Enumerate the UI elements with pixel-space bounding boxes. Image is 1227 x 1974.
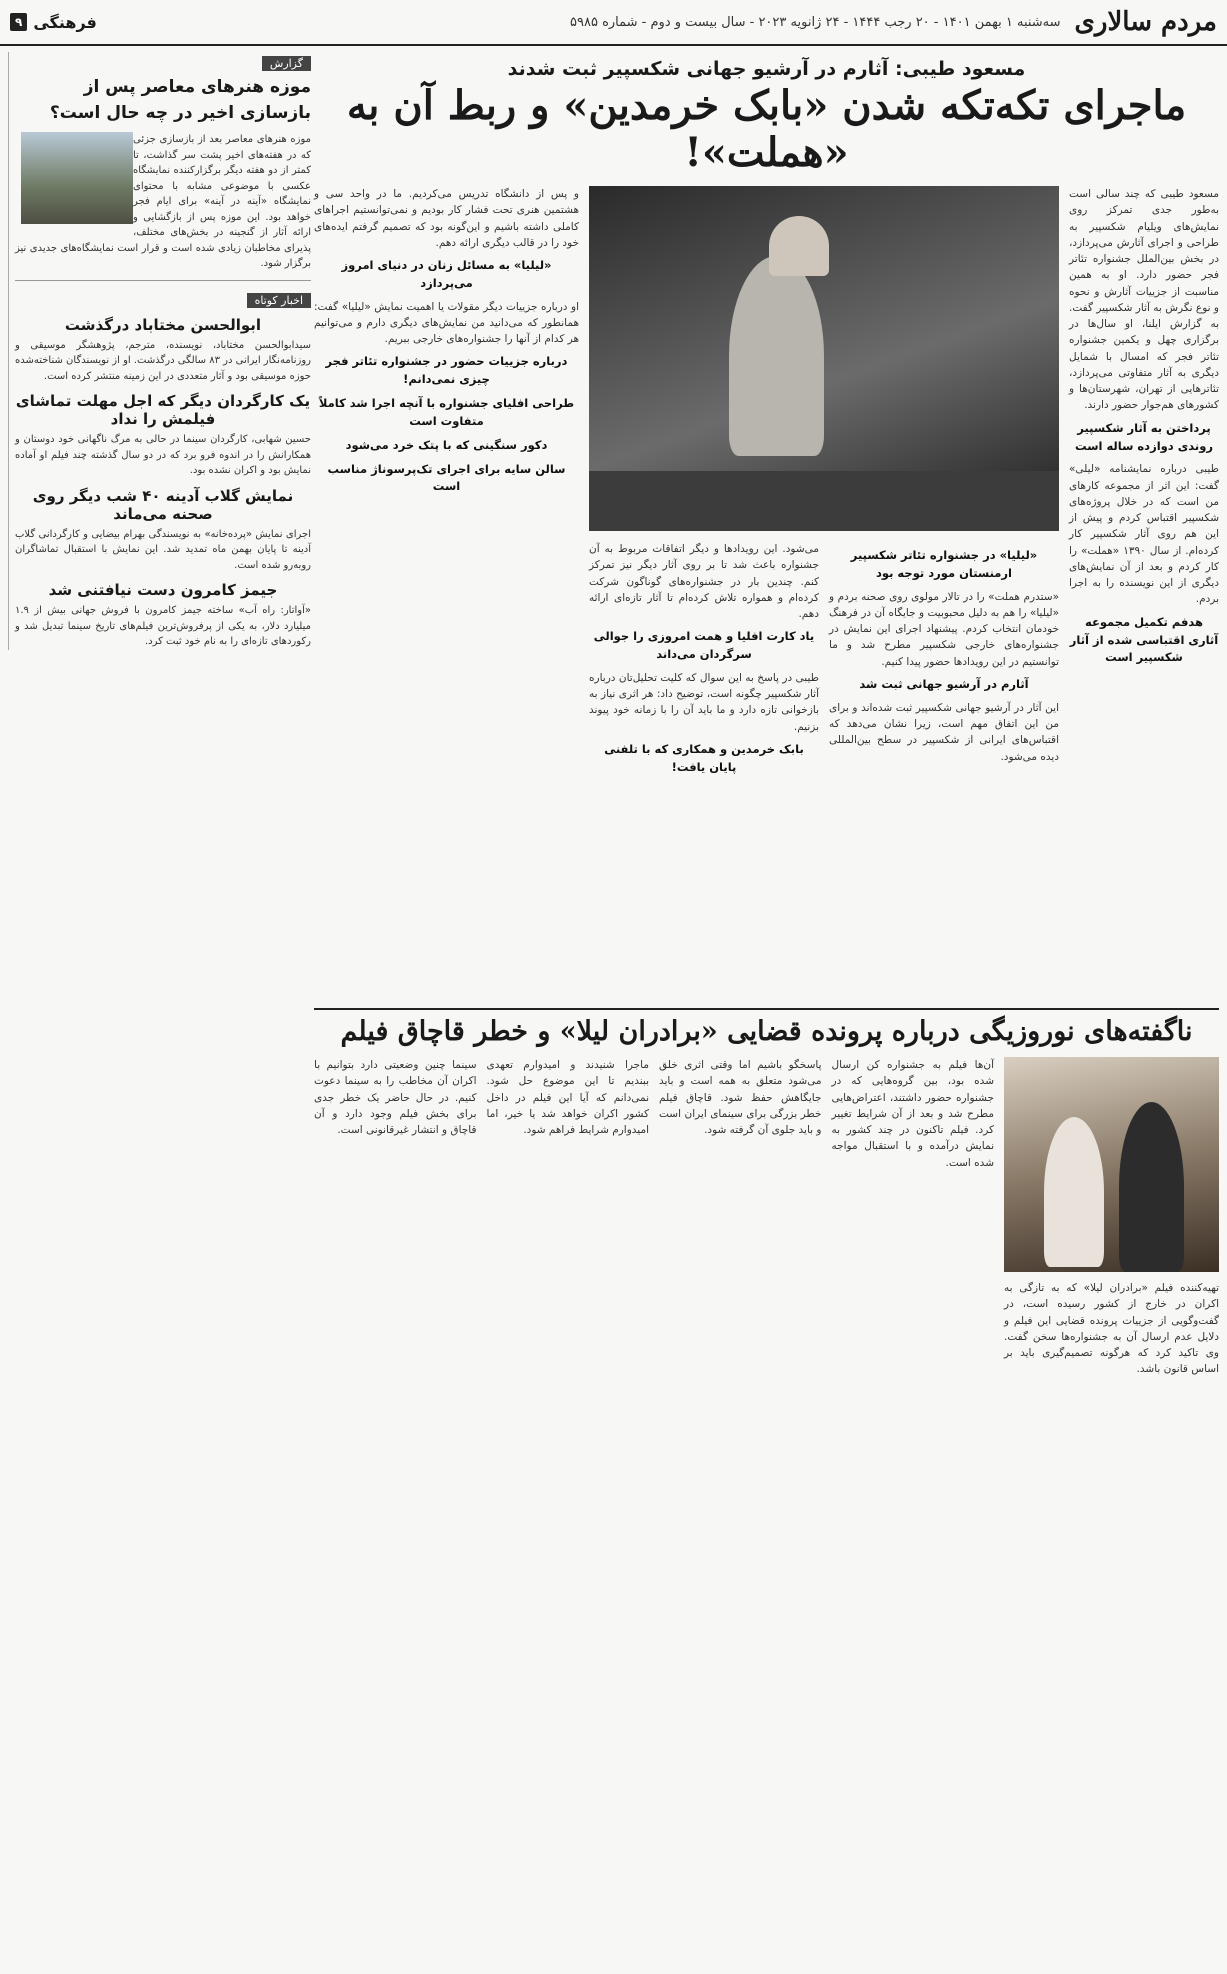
second-text-4: ماجرا شنیدند و امیدوارم تعهدی ببندیم تا این موضوع حل شود. نمی‌دانم که آیا این فیلم در داخل کشور اکران خواهد شد یا خیر، اما امیدوارم شرایط فراهم شود.: [486, 1059, 649, 1137]
second-text-2: آن‌ها فیلم به جشنواره کن ارسال شده بود، بین گروه‌هایی که در جشنواره حضور داشتند، اعتراض‌هایی مطرح شد و بعد از آن شرایط تغییر کرد. فیلم تاکنون در چند کشور به نمایش درآمده و با استقبال مواجه شده است.: [831, 1059, 994, 1169]
report-text: موزه هنرهای معاصر بعد از بازسازی جزئی که در هفته‌های اخیر پشت سر گذاشت، تا کمتر از دو هفته دیگر برگزارکننده نمایشگاه عکسی با موضوعی مشابه با محتوای نمایشگاه «آینه در آینه» برای ایام فجر خواهد بود. این موزه پس از بازگشایی و ارائه آثار از گنجینه در بخش‌های مختلف، پذیرای مخاطبان زیادی شده است و قرار است نمایشگاه‌های جدیدی نیز برگزار شود.: [15, 134, 311, 269]
news-text-1: سیدابوالحسن مختاباد، نویسنده، مترجم، پژوهشگر موسیقی و روزنامه‌نگار ایرانی در ۸۳ سالگی درگذشت. او از نویسندگان شناخته‌شده حوزه موسیقی بود و آثار متعددی در این زمینه منتشر کرده است.: [15, 339, 311, 382]
lead-column-2: [829, 541, 1059, 998]
lead-text-1: مسعود طیبی که چند سالی است به‌طور جدی تمرکز روی نمایش‌های ویلیام شکسپیر به طراحی و اجرای آثارش می‌پردازد، در بخش بین‌الملل جشنواره تئاتر فجر حضور دارد. او به همین مناسبت از جزییات آثارش و نحوه و نوع نگرش به آثار شکسپیر گفت. به گزارش ایلنا، او سال‌ها در برگزاری چهل و یکمین جشنواره تئاتر فجر که امسال با شمایل دیگری به آثار متفاوتی می‌پردازد، تئاترهایی از تهران، شهرستان‌ها و کشورهای هم‌جوار حضور دارند.: [1069, 188, 1219, 412]
museum-photo: [21, 132, 133, 224]
issue-date-line: سه‌شنبه ۱ بهمن ۱۴۰۱ - ۲۰ رجب ۱۴۴۴ - ۲۴ ژانویه ۲۰۲۳ - سال بیست و دوم - شماره ۵۹۸۵: [570, 14, 1061, 30]
lead-subhead-2b: آثارم در آرشیو جهانی ثبت شد: [859, 676, 1029, 691]
masthead: [0, 0, 1227, 46]
news-text-3: اجرای نمایش «پرده‌خانه» به نویسندگی بهرام بیضایی و کارگردانی گلاب آدینه تا پایان بهمن ماه تمدید شد. این نمایش با استقبال تماشاگران روبه‌رو شده است.: [15, 528, 311, 571]
second-right: [1004, 1057, 1219, 1907]
lead-column-4: [314, 186, 579, 998]
lead-subhead-4e: سالن سایه برای اجرای تک‌پرسوناژ مناسب است: [327, 461, 566, 494]
lead-subhead-4: «لیلیا» به مسائل زنان در دنیای امروز می‌پردازد: [341, 258, 552, 290]
news-title-3: نمایش گلاب آدینه ۴۰ شب دیگر روی صحنه می‌ماند: [32, 486, 294, 523]
lead-center-columns: [589, 541, 1059, 998]
news-title-2: یک کارگردان دیگر که اجل مهلت تماشای فیلمش را نداد: [15, 392, 311, 428]
news-label: اخبار کوتاه: [247, 293, 311, 308]
second-text-1: تهیه‌کننده فیلم «برادران لیلا» که به تازگی به اکران در خارج از کشور رسیده است، در گفت‌وگویی از جزییات پرونده قضایی این فیلم و دلایل عدم ارسال آن به جشنواره‌ها سخن گفت. وی تاکید کرد که هرگونه تصمیم‌گیری باید بر اساس قانون باشد.: [1004, 1282, 1219, 1376]
second-headline: ناگفته‌های نوروزیگی درباره پرونده قضایی «برادران لیلا» و خطر قاچاق فیلم: [340, 1016, 1193, 1047]
lead-text-2: «ستدرم هملت» را در تالار مولوی روی صحنه بردم و «لیلیا» را هم به دلیل محبوبیت و جایگاه آن در فرهنگ خودمان انتخاب کردم. پیشنهاد اجرای این نمایش در جشنواره‌های خارجی شکسپیر مطرح شد و ما توانستیم در این رویدادها حضور پیدا کنیم.: [829, 590, 1059, 668]
page-number: ۹: [10, 13, 27, 31]
news-text-2: حسین شهابی، کارگردان سینما در حالی به مرگ ناگهانی خود دوستان و همکارانش را در اندوه فرو برد که در دو سال گذشته چند فیلم او آماده نمایش بود و اکران نشده بود.: [15, 434, 311, 476]
lead-photo: [589, 186, 1059, 531]
second-text-3: پاسخگو باشیم اما وقتی اثری خلق می‌شود متعلق به همه است و باید جایگاهش حفظ شود. قاچاق فیلم خطر بزرگی برای سینمای ایران است و باید جلوی آن گرفته شود.: [659, 1059, 822, 1137]
lead-subhead-1b: هدفم تکمیل مجموعه آثاری اقتباسی شده از آثار شکسپیر است: [1069, 614, 1219, 665]
lead-center: [589, 186, 1059, 998]
lead-text-4: و پس از دانشگاه تدریس می‌کردیم. ما در واحد سی و هشتمین هنری تحت فشار کار بودیم و نمی‌توانستیم اجراهای کاملی داشته باشیم و این‌گونه بود که تصمیم گرفتم ایده‌های خود را در قالب دیگری ارائه دهم.: [314, 188, 579, 249]
lead-column-3: [589, 541, 819, 998]
lead-subhead-3: یاد کارت افلیا و همت امروزی را جوالی سرگردان می‌داند: [593, 629, 815, 662]
main-area: [314, 52, 1219, 1907]
lead-text-3: می‌شود. این رویدادها و دیگر اتفاقات مربوط به آن جشنواره باعث شد تا بر روی آثار دیگر نیز تمرکز کنم. چندین بار در جشنواره‌های گوناگون شرکت کرده‌ام و همواره تلاش کرده‌ام تا آثار تازه‌ای ارائه دهم.: [589, 543, 819, 621]
lead-subhead-1: پرداختن به آثار شکسپیر روندی دوازده ساله است: [1075, 420, 1213, 453]
report-label: گزارش: [262, 56, 311, 71]
lead-text-4b: او درباره جزییات دیگر مقولات یا اهمیت نمایش «لیلیا» گفت: همانطور که می‌دانید من نمایش‌های دیگری دارم و می‌توانیم هر کدام از آنها را جشنواره‌های خارجی ببریم.: [314, 300, 579, 346]
news-text-4: «آواتار: راه آب» ساخته جیمز کامرون با فروش جهانی بیش از ۱.۹ میلیارد دلار، به یکی از پرفروش‌ترین فیلم‌های تاریخ سینما تبدیل شد و رکوردهای تازه‌ای را به نام خود ثبت کرد.: [15, 605, 311, 647]
lead-headline: ماجرای تکه‌تکه شدن «بابک خرمدین» و ربط آن به «هملت»!: [346, 82, 1187, 176]
lead-subhead-4d: دکور سنگینی که با پتک خرد می‌شود: [345, 437, 548, 452]
lead-subhead-2: «لیلیا» در جشنواره تئاتر شکسپیر ارمنستان مورد توجه بود: [850, 548, 1038, 580]
lead-text-2b: این آثار در آرشیو جهانی شکسپیر ثبت شده‌اند و برای من این اتفاق مهم است، زیرا نشان می‌دهد که اقتباس‌های ایرانی از شکسپیر در سطح بین‌المللی دیده می‌شود.: [829, 701, 1059, 763]
lead-column-1: [1069, 186, 1219, 998]
second-article: [314, 1057, 1219, 1907]
second-text-5: سینما چنین وضعیتی دارد بتوانیم با اکران آن مخاطب را به سینما دعوت کنیم. در حال حاضر یک خطر جدی برای بخش فیلم وجود دارد و آن قاچاق و انتشار غیرقانونی است.: [314, 1059, 477, 1137]
news-title-1: ابوالحسن مختاباد درگذشت: [64, 315, 262, 334]
sidebar: [8, 52, 311, 650]
news-title-4: جیمز کامرون دست نیافتنی شد: [48, 581, 278, 599]
lead-text-1b: طیبی درباره نمایشنامه «لیلی» گفت: این اثر از مجموعه کارهای من است که در خلال پروژه‌های شکسپیر اقتباس کردم و پیش از این هم روی آثار شکسپیر کار کرده‌ام. از سال ۱۳۹۰ «هملت» را کار کردم و بعد از آن نمایش‌های دیگری از این نویسنده را به اجرا بردم.: [1069, 463, 1220, 606]
section-title: فرهنگی: [33, 12, 97, 32]
newspaper-logo: مردم سالاری: [1074, 7, 1217, 37]
lead-subhead-3b: بابک خرمدین و همکاری که با تلفنی پایان یافت!: [604, 742, 804, 774]
lead-subhead-4c: طراحی افلیای جشنواره با آنچه اجرا شد کاملاً متفاوت است: [318, 396, 575, 428]
lead-text-3b: طیبی در پاسخ به این سوال که کلیت تحلیل‌تان درباره آثار شکسپیر چگونه است، توضیح داد: هر اثری نیاز به بازخوانی تازه دارد و ما باید آن را با زمانه خود پیوند بزنیم.: [589, 671, 819, 733]
sidebar-divider: [15, 280, 311, 281]
lead-article: [314, 186, 1219, 998]
second-photo: [1004, 1057, 1219, 1272]
lead-subhead-4b: درباره جزییات حضور در جشنواره تئاتر فجر چیزی نمی‌دانم!: [325, 354, 568, 387]
report-title: موزه هنرهای معاصر پس از بازسازی اخیر در چه حال است؟: [49, 77, 311, 123]
section-header: [10, 13, 97, 32]
section-divider: [314, 1008, 1219, 1010]
lead-kicker: مسعود طیبی: آثارم در آرشیو جهانی شکسپیر ثبت شدند: [507, 58, 1026, 80]
